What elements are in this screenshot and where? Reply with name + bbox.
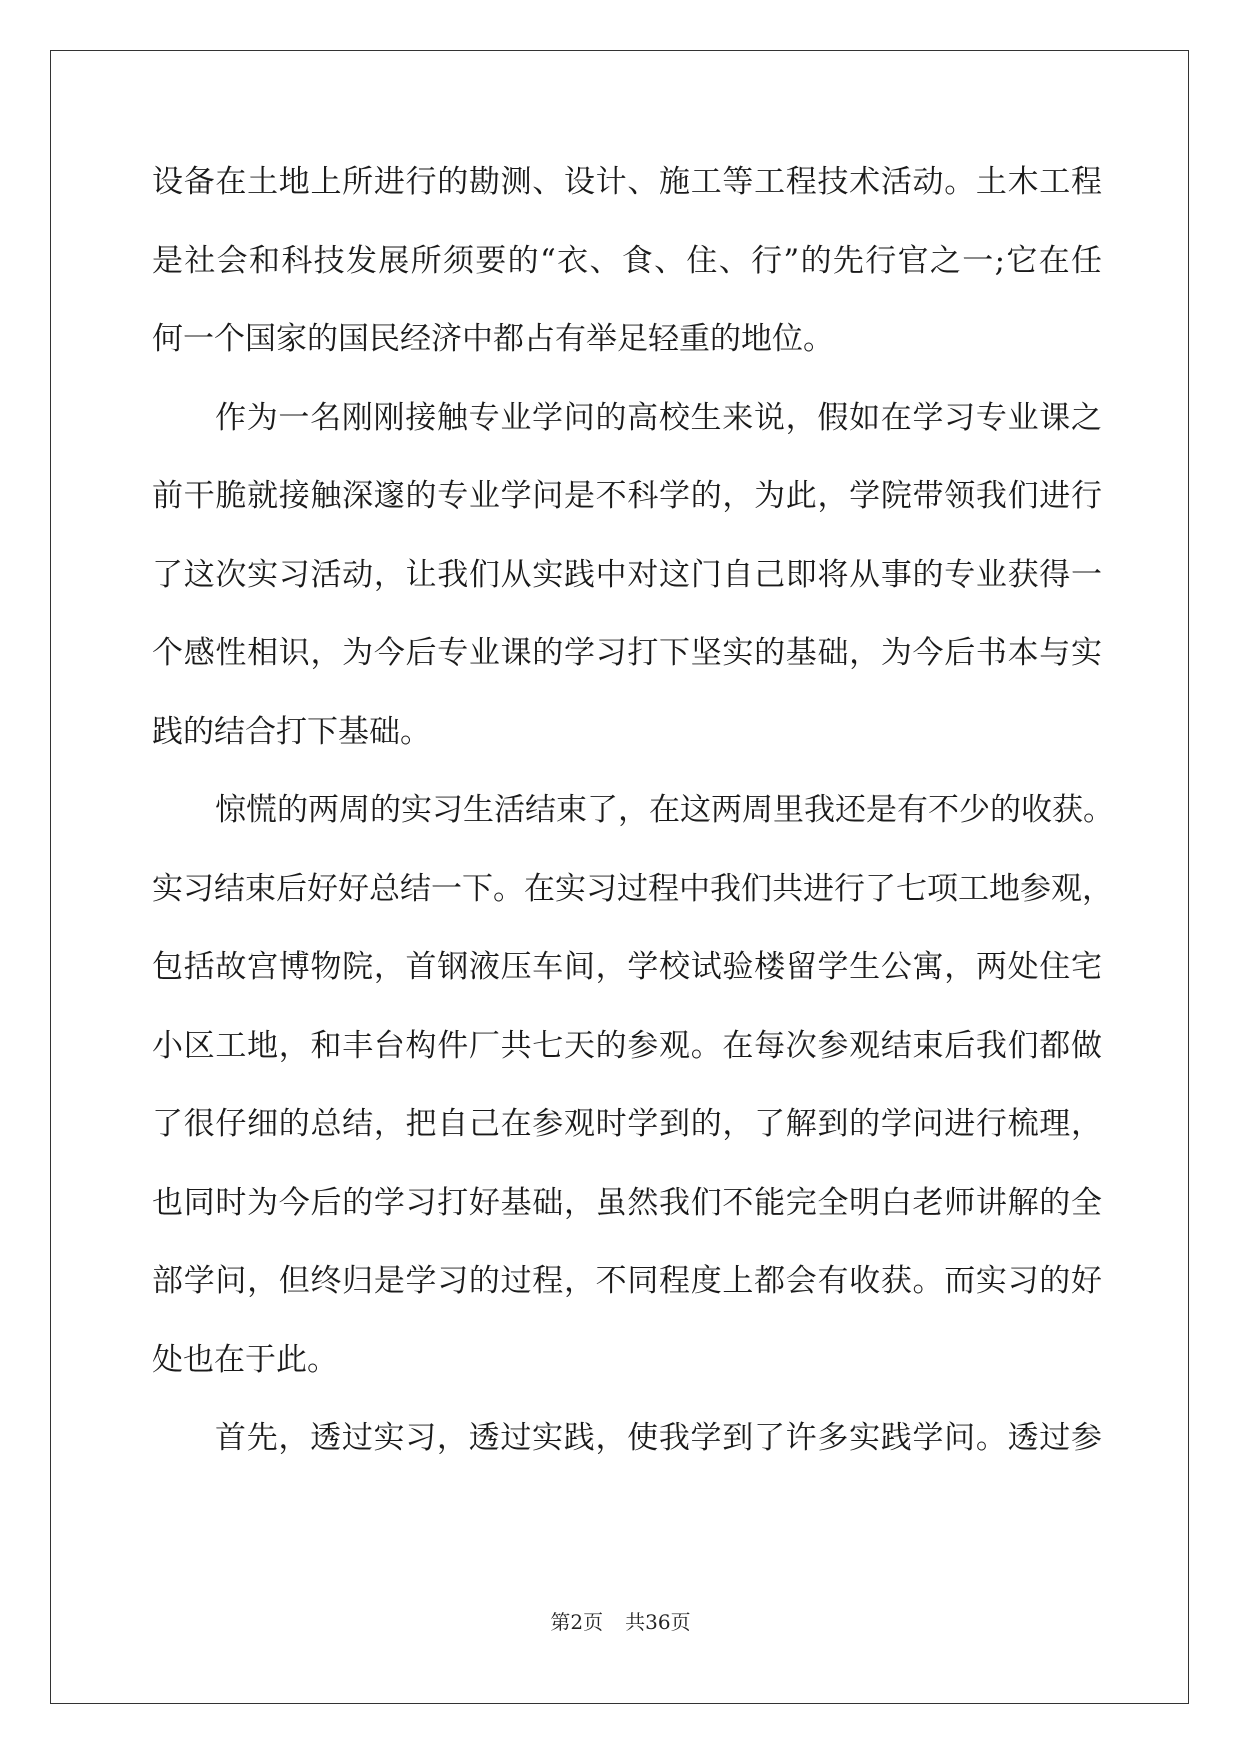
text-line: 设备在土地上所进行的勘测、设计、施工等工程技术活动。土木工程 xyxy=(152,164,1102,200)
text-line: 是社会和科技发展所须要的“衣、食、住、行”的先行官之一;它在任 xyxy=(152,242,1102,279)
paragraph-first-line: 作为一名刚刚接触专业学问的高校生来说，假如在学习专业课之 xyxy=(215,399,1102,436)
text-line: 包括故宫博物院，首钢液压车间，学校试验楼留学生公寓，两处住宅 xyxy=(152,949,1102,985)
page-number: 2 xyxy=(570,1610,584,1634)
document-body xyxy=(152,162,1114,1497)
paragraph-first-line: 首先，透过实习，透过实践，使我学到了许多实践学问。透过参 xyxy=(215,1420,1102,1456)
text-line: 也同时为今后的学习打好基础，虽然我们不能完全明白老师讲解的全 xyxy=(152,1184,1102,1221)
total-prefix: 共 xyxy=(625,1610,646,1634)
total-unit: 页 xyxy=(670,1610,691,1634)
total-pages: 36 xyxy=(645,1610,671,1634)
text-line: 个感性相识，为今后专业课的学习打下坚实的基础，为今后书本与实 xyxy=(152,635,1102,671)
text-line: 了很仔细的总结，把自己在参观时学到的，了解到的学问进行梳理， xyxy=(152,1106,1102,1142)
page-footer xyxy=(0,1610,1241,1634)
paragraph-first-line: 惊慌的两周的实习生活结束了，在这两周里我还是有不少的收获。 xyxy=(215,792,1114,828)
page-prefix: 第 xyxy=(550,1610,571,1634)
text-line: 部学问，但终归是学习的过程，不同程度上都会有收获。而实习的好 xyxy=(152,1263,1102,1299)
text-line: 了这次实习活动，让我们从实践中对这门自己即将从事的专业获得一 xyxy=(152,556,1102,593)
text-line: 前干脆就接触深邃的专业学问是不科学的，为此，学院带领我们进行 xyxy=(152,478,1102,514)
text-line: 实习结束后好好总结一下。在实习过程中我们共进行了七项工地参观， xyxy=(152,870,1113,907)
page-unit: 页 xyxy=(583,1610,604,1634)
text-line: 处也在于此。 xyxy=(152,1341,338,1378)
text-line: 何一个国家的国民经济中都占有举足轻重的地位。 xyxy=(152,321,834,357)
text-line: 践的结合打下基础。 xyxy=(152,713,431,750)
text-line: 小区工地，和丰台构件厂共七天的参观。在每次参观结束后我们都做 xyxy=(152,1027,1102,1064)
